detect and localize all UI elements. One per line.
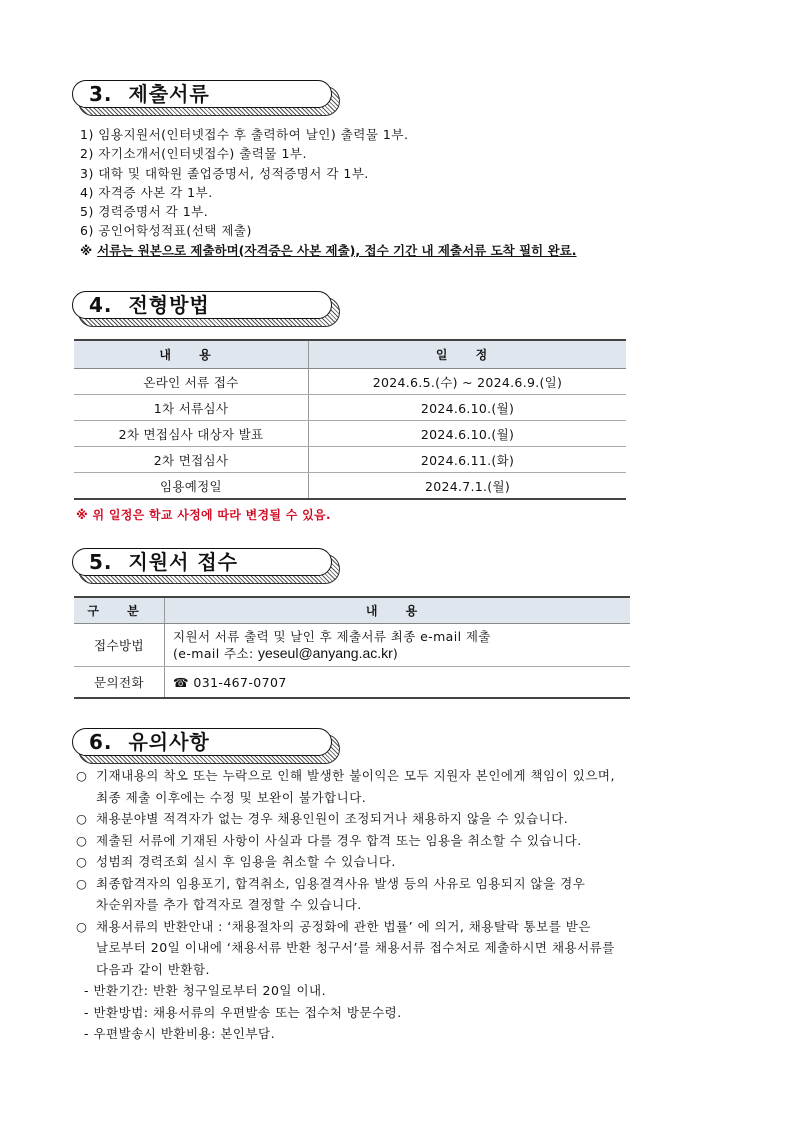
section-5-title: 5. 지원서 접수 — [72, 548, 332, 576]
circle-bullet-icon: ○ — [76, 811, 88, 826]
item-text: 제출된 서류에 기재된 사항이 사실과 다를 경우 합격 또는 임용을 취소할 수 있습니다. — [96, 832, 582, 848]
circle-bullet-icon: ○ — [76, 832, 88, 848]
schedule-item: 임용예정일 — [74, 473, 309, 500]
list-item — [76, 873, 615, 895]
section-3-title: 3. 제출서류 — [72, 80, 332, 108]
table-row — [74, 473, 626, 500]
list-item: 4) 자격증 사본 각 1부. — [80, 184, 213, 200]
item-text: 채용서류의 반환안내 : ‘채용절차의 공정화에 관한 법률’ 에 의거, 채용탈락 통보를 받은 — [96, 918, 591, 934]
list-item: 2) 자기소개서(인터넷접수) 출력물 1부. — [80, 146, 307, 162]
list-item: 6) 공인어학성적표(선택 제출) — [80, 223, 252, 239]
item-continuation: 차순위자를 추가 합격자로 결정할 수 있습니다. — [96, 897, 362, 912]
item-continuation: 날로부터 20일 이내에 ‘채용서류 반환 청구서’를 채용서류 접수처로 제출하시면 채용서류를 — [96, 940, 615, 955]
table-row — [74, 447, 626, 473]
reference-mark: ※ — [80, 242, 93, 258]
schedule-date: 2024.6.10.(월) — [309, 395, 627, 421]
email-line — [173, 645, 622, 662]
sub-item: - 반환기간: 반환 청구일로부터 20일 이내. — [84, 983, 327, 998]
circle-bullet-icon: ○ — [76, 768, 88, 783]
submission-documents-list — [80, 125, 577, 260]
item-text: 기재내용의 착오 또는 누락으로 인해 발생한 불이익은 모두 지원자 본인에게 책임이 있으며, — [96, 768, 615, 783]
schedule-item: 2차 면접심사 — [74, 447, 309, 473]
schedule-item: 2차 면접심사 대상자 발표 — [74, 421, 309, 447]
schedule-table — [74, 339, 626, 500]
list-item: 3) 대학 및 대학원 졸업증명서, 성적증명서 각 1부. — [80, 165, 369, 181]
list-item — [76, 851, 615, 873]
email-prefix: (e-mail 주소: — [173, 646, 258, 661]
notice-text: 서류는 원본으로 제출하며(자격증은 사본 제출), 접수 기간 내 제출서류 도착 필히 완료. — [97, 242, 577, 258]
precautions-list — [76, 765, 615, 1045]
section-4-title: 4. 전형방법 — [72, 291, 332, 319]
schedule-date: 2024.7.1.(월) — [309, 473, 627, 500]
phone-number: 031-467-0707 — [193, 674, 287, 690]
circle-bullet-icon: ○ — [76, 854, 88, 869]
circle-bullet-icon: ○ — [76, 918, 88, 934]
list-item — [76, 808, 615, 830]
schedule-item: 온라인 서류 접수 — [74, 369, 309, 395]
method-label: 접수방법 — [74, 624, 165, 667]
item-text: 성범죄 경력조회 실시 후 임용을 취소할 수 있습니다. — [96, 854, 396, 869]
item-continuation: 최종 제출 이후에는 수정 및 보완이 불가합니다. — [96, 789, 367, 805]
table-row — [74, 624, 630, 667]
schedule-item: 1차 서류심사 — [74, 395, 309, 421]
schedule-change-note: ※ 위 일정은 학교 사정에 따라 변경될 수 있음. — [76, 508, 331, 522]
table-row — [74, 421, 626, 447]
list-item: 1) 임용지원서(인터넷접수 후 출력하여 날인) 출력물 1부. — [80, 127, 409, 142]
sub-item: - 반환방법: 채용서류의 우편발송 또는 접수처 방문수령. — [84, 1004, 402, 1020]
table-row — [74, 395, 626, 421]
list-item — [76, 916, 615, 938]
list-item: 5) 경력증명서 각 1부. — [80, 204, 209, 220]
list-item — [76, 830, 615, 852]
schedule-date: 2024.6.10.(월) — [309, 421, 627, 447]
table-row — [74, 667, 630, 699]
item-text: 채용분야별 적격자가 없는 경우 채용인원이 조정되거나 채용하지 않을 수 있습니다. — [96, 811, 569, 826]
section-6-title: 6. 유의사항 — [72, 728, 332, 756]
column-header-schedule: 일 정 — [309, 340, 627, 369]
column-header-content: 내 용 — [74, 340, 309, 369]
phone-content — [165, 667, 631, 699]
item-text: 최종합격자의 임용포기, 합격취소, 임용결격사유 발생 등의 사유로 임용되지 않을 경우 — [96, 875, 586, 891]
method-line: 지원서 서류 출력 및 날인 후 제출서류 최종 e-mail 제출 — [173, 629, 491, 644]
column-header-category: 구 분 — [74, 597, 165, 624]
list-item — [76, 765, 615, 787]
original-document-notice — [80, 241, 577, 260]
sub-item: - 우편발송시 반환비용: 본인부담. — [84, 1026, 276, 1041]
method-content — [165, 624, 631, 667]
application-table — [74, 596, 630, 699]
email-suffix: ) — [392, 646, 399, 661]
column-header-content: 내 용 — [165, 597, 631, 624]
item-continuation: 다음과 같이 반환함. — [96, 961, 211, 977]
email-link[interactable]: yeseul@anyang.ac.kr — [257, 645, 393, 661]
schedule-date: 2024.6.5.(수) ~ 2024.6.9.(일) — [309, 369, 627, 395]
table-row — [74, 369, 626, 395]
telephone-icon: ☎ — [173, 674, 189, 690]
phone-label: 문의전화 — [74, 667, 165, 699]
circle-bullet-icon: ○ — [76, 875, 88, 891]
schedule-date: 2024.6.11.(화) — [309, 447, 627, 473]
